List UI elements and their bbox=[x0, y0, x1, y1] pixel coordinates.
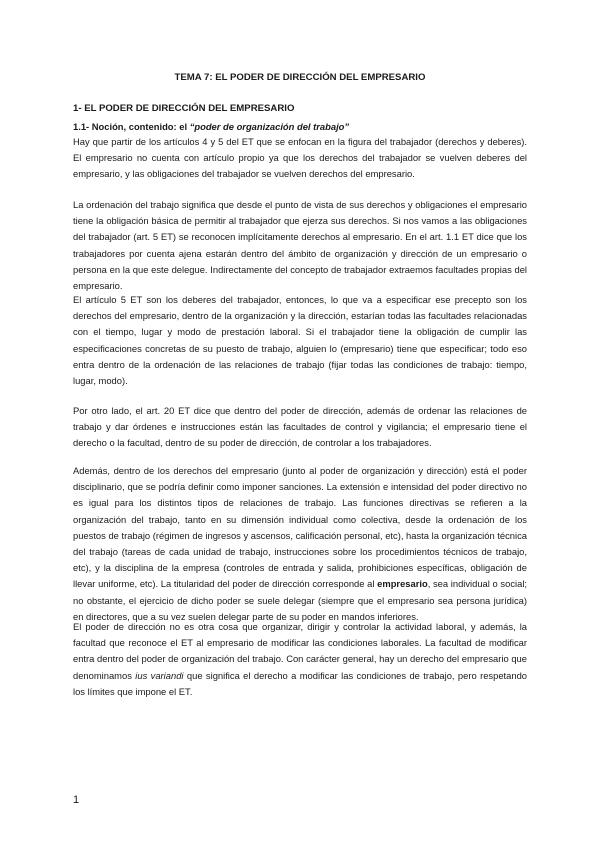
paragraph-5-bold-term: empresario bbox=[377, 578, 428, 590]
paragraph-5-text-a: Además, dentro de los derechos del empresario (junto al poder de organización y dirección) está el poder disciplinario, que se podría definir como imponer sanciones. La extensión e intensidad del poder directivo no es igual para los distintos tipos de relaciones de trabajo. Las funciones directivas se refieren a la organización del trabajo, tanto en su dimensión individual como colectiva, desde la ordenación de los puestos de trabajo (régimen de ingresos y ascensos, calificación personal, etc), hasta la organización técnica del trabajo (tareas de cada unidad de trabajo, instrucciones sobre los procedimientos técnicos de trabajo, etc), y la disciplina de la empresa (controles de entrada y salida, prohibiciones específicas, obligación de llevar uniforme, etc). La titularidad del poder de dirección corresponde al bbox=[73, 465, 527, 590]
paragraph-4: Por otro lado, el art. 20 ET dice que dentro del poder de dirección, además de ordenar las relaciones de trabajo y dar órdenes e instrucciones están las facultades de control y vigilancia; el empresario tiene el derecho o la facultad, dentro de su poder de dirección, de controlar a los trabajadores. bbox=[73, 405, 527, 449]
paragraph-3: El artículo 5 ET son los deberes del trabajador, entonces, lo que va a especificar ese precepto son los derechos del empresario, dentro de la organización y la dirección, estarían todas las facultades relacionadas con el tiempo, lugar y modo de prestación laboral. Si el trabajador tiene la obligación de cumplir las especificaciones concretas de su puesto de trabajo, alguien lo (empresario) tiene que especificar; todo eso entra dentro de la ordenación de las relaciones de trabajo (fijar todas las condiciones de trabajo: tiempo, lugar, modo). bbox=[73, 294, 527, 387]
paragraph-6-text-b: que significa el derecho a modificar las condiciones de trabajo, pero respetando los límites que impone el ET. bbox=[73, 669, 527, 697]
paragraph-2: La ordenación del trabajo significa que desde el punto de vista de sus derechos y obligaciones el empresario tiene la obligación básica de permitir al trabajador que ejerza sus derechos. Si nos vamos a las obligaciones del trabajador (art. 5 ET) se reconocen implícitamente derechos al empresario. En el art. 1.1 ET dice que los trabajadores por cuenta ajena estarán dentro del ámbito de organización y dirección de un empresario o persona en la que este delegue. Indirectamente del concepto de trabajador extraemos facultades propias del empresario. bbox=[73, 199, 527, 292]
document-title: TEMA 7: EL PODER DE DIRECCIÓN DEL EMPRESARIO bbox=[174, 72, 426, 83]
paragraph-6 bbox=[73, 619, 527, 700]
paragraph-6-text-a: El poder de dirección no es otra cosa que organizar, dirigir y controlar la actividad laboral, y además, la facultad que reconoce el ET al empresario de modificar las condiciones laborales. La facultad de modificar entra dentro del poder de organización del trabajo. Con carácter general, hay un derecho del empresario que denominamos bbox=[73, 621, 527, 681]
paragraph-6-italic-term: ius variandi bbox=[135, 669, 184, 681]
subsection-heading-label: 1.1- Noción, contenido: el bbox=[73, 121, 190, 132]
subsection-heading bbox=[73, 119, 349, 135]
subsection-heading-quote: “poder de organización del trabajo” bbox=[189, 121, 350, 132]
section-heading: 1- EL PODER DE DIRECCIÓN DEL EMPRESARIO bbox=[73, 103, 295, 114]
paragraph-5 bbox=[73, 463, 527, 625]
page-number: 1 bbox=[73, 794, 80, 806]
paragraph-5-text-b: , sea individual o social; no obstante, el ejercicio de dicho poder se suele delegar (siempre que el empresario sea persona jurídica) en directores, que a su vez suelen delegar parte de su poder en mandos inferiores. bbox=[73, 578, 528, 622]
paragraph-1: Hay que partir de los artículos 4 y 5 del ET que se enfocan en la figura del trabajador (derechos y deberes). El empresario no cuenta con artículo propio ya que los derechos del trabajador se vuelven deberes del empresario, y las obligaciones del trabajador se vuelven derechos del empresario. bbox=[73, 136, 527, 180]
